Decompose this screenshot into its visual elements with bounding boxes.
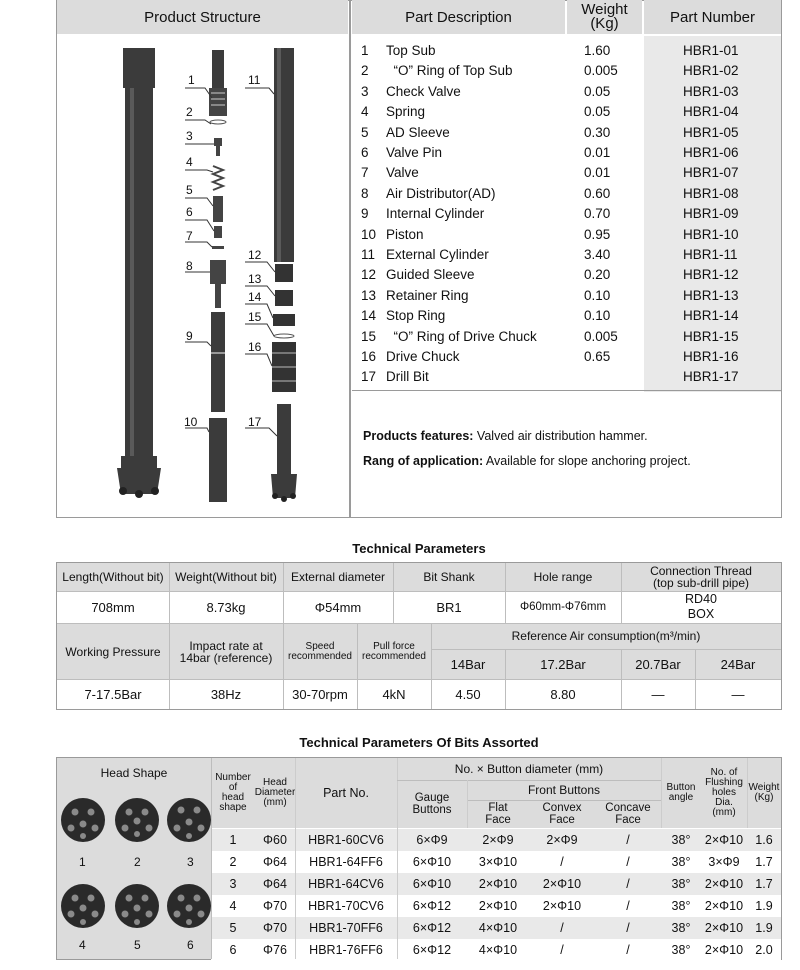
part-name: Guided Sleeve — [386, 267, 475, 283]
bit-flat: 4×Φ10 — [478, 943, 518, 957]
part-number-header: Part Number — [644, 0, 781, 34]
bit-part-no: HBR1-64FF6 — [309, 855, 383, 869]
bit-flushing: 2×Φ10 — [704, 877, 744, 891]
part-number-index: 4 — [361, 104, 369, 120]
bit-head-diameter: Φ70 — [263, 921, 287, 935]
bit-convex: / — [560, 855, 564, 869]
bit-convex: / — [560, 943, 564, 957]
bits-header-convex: Convex Face — [542, 802, 582, 826]
tp-header-hole-range: Hole range — [533, 570, 593, 584]
bit-weight: 1.7 — [755, 877, 773, 891]
parts-list — [352, 41, 781, 388]
tp-value-air-20: — — [651, 687, 665, 702]
bit-part-no: HBR1-70FF6 — [309, 921, 383, 935]
bit-flushing: 2×Φ10 — [704, 921, 744, 935]
range-of-application — [363, 454, 691, 468]
part-code: HBR1-05 — [683, 124, 739, 140]
part-number-index: 17 — [361, 369, 377, 385]
part-number-index: 15 — [361, 328, 377, 344]
bits-title: Technical Parameters Of Bits Assorted — [299, 735, 539, 750]
part-number-index: 14 — [361, 308, 377, 324]
part-code: HBR1-01 — [683, 43, 739, 58]
callout-9: 9 — [186, 329, 193, 343]
callout-7: 7 — [186, 229, 193, 243]
part-code: HBR1-16 — [683, 349, 739, 364]
bits-header-flush: No. of Flushing holes Dia. (mm) — [705, 767, 743, 818]
part-number-index: 11 — [361, 247, 376, 262]
part-code: HBR1-04 — [683, 104, 739, 120]
part-number-index: 9 — [361, 206, 369, 222]
part-code: HBR1-12 — [683, 267, 739, 283]
tp-value-weight: 8.73kg — [206, 599, 246, 615]
part-weight: 0.10 — [584, 308, 611, 324]
bit-weight: 1.7 — [755, 855, 773, 869]
part-weight: 0.65 — [584, 349, 611, 364]
bit-flat: 2×Φ10 — [478, 899, 518, 913]
tp-header-air-14: 14Bar — [450, 657, 486, 672]
bits-header-angle: Button angle — [666, 782, 696, 803]
bit-convex: 2×Φ10 — [542, 877, 582, 891]
tp-header-weight: Weight(Without bit) — [175, 570, 277, 584]
part-code: HBR1-06 — [683, 145, 739, 160]
part-name: “O” Ring of Drive Chuck — [386, 328, 537, 344]
part-code: HBR1-13 — [683, 287, 739, 303]
weight-header: Weight (Kg) — [567, 0, 642, 34]
callout-15: 15 — [248, 310, 262, 324]
part-weight: 0.05 — [584, 83, 611, 99]
callout-6: 6 — [186, 205, 193, 219]
bit-part-no: HBR1-76FF6 — [309, 943, 383, 957]
bit-concave: / — [626, 943, 630, 957]
bit-angle: 38° — [671, 943, 691, 957]
bit-flushing: 3×Φ9 — [708, 855, 740, 869]
part-weight: 0.01 — [584, 145, 611, 160]
part-number-index: 7 — [361, 165, 369, 181]
callout-1: 1 — [188, 73, 195, 87]
features-text: Valved air distribution hammer. — [473, 429, 648, 443]
callout-11: 11 — [248, 73, 261, 87]
part-weight: 1.60 — [584, 43, 611, 58]
bit-flat: 4×Φ10 — [478, 921, 518, 935]
part-number-index: 5 — [361, 124, 369, 140]
bit-gauge: 6×Φ10 — [412, 855, 452, 869]
bit-part-no: HBR1-60CV6 — [308, 833, 384, 847]
bit-weight: 1.9 — [755, 899, 773, 913]
part-code: HBR1-17 — [683, 369, 739, 385]
callout-2: 2 — [186, 105, 193, 119]
bit-part-no: HBR1-70CV6 — [308, 899, 384, 913]
callout-3: 3 — [186, 129, 193, 143]
tp-value-air-14: 4.50 — [455, 687, 481, 702]
shape-label-4: 4 — [79, 938, 86, 952]
part-name: AD Sleeve — [386, 124, 450, 140]
bit-flat: 2×Φ9 — [482, 833, 514, 847]
part-name: Valve Pin — [386, 145, 443, 160]
callout-4: 4 — [186, 155, 193, 169]
part-name: Check Valve — [386, 83, 461, 99]
callout-17: 17 — [248, 415, 262, 429]
part-code: HBR1-03 — [683, 83, 739, 99]
part-description-header: Part Description — [352, 0, 565, 34]
tp-header-working-pressure: Working Pressure — [65, 644, 161, 659]
part-name: “O” Ring of Top Sub — [386, 63, 513, 79]
callout-12: 12 — [248, 248, 262, 262]
tp-header-air-24: 24Bar — [720, 657, 756, 672]
bits-header-part: Part No. — [323, 786, 369, 800]
tp-value-length: 708mm — [91, 599, 135, 615]
part-name: Piston — [386, 226, 424, 242]
part-number-index: 16 — [361, 349, 377, 364]
part-weight: 0.70 — [584, 206, 611, 222]
tp-value-connection: RD40 BOX — [685, 592, 717, 621]
part-weight: 0.01 — [584, 165, 611, 181]
part-weight: 0.005 — [584, 328, 618, 344]
bits-header-flat: Flat Face — [485, 802, 511, 826]
bit-angle: 38° — [671, 833, 691, 847]
bits-header-weight: Weight (Kg) — [748, 782, 780, 803]
part-number-index: 3 — [361, 83, 369, 99]
bits-header-buttons: No. × Button diameter (mm) — [454, 762, 604, 776]
tp-header-speed: Speed recommended — [288, 640, 352, 662]
bit-flushing: 2×Φ10 — [704, 833, 744, 847]
part-code: HBR1-08 — [683, 185, 739, 201]
shape-label-3: 3 — [187, 855, 194, 869]
application-text: Available for slope anchoring project. — [483, 454, 691, 468]
part-weight: 0.005 — [584, 63, 618, 79]
bit-convex: 2×Φ9 — [546, 833, 578, 847]
bit-part-no: HBR1-64CV6 — [308, 877, 384, 891]
part-name: Stop Ring — [386, 308, 446, 324]
assembled-hammer-image — [117, 48, 161, 498]
shape-label-2: 2 — [134, 855, 141, 869]
part-name: Valve — [386, 165, 419, 181]
bit-flushing: 2×Φ10 — [704, 943, 744, 957]
bit-convex: 2×Φ10 — [542, 899, 582, 913]
tp-value-speed: 30-70rpm — [292, 687, 348, 702]
tp-value-pull: 4kN — [382, 687, 406, 702]
part-code: HBR1-09 — [683, 206, 739, 222]
part-code: HBR1-02 — [683, 63, 739, 79]
tp-header-connection: Connection Thread (top sub-drill pipe) — [650, 564, 752, 590]
tp-value-air-24: — — [731, 687, 745, 702]
features-label: Products features: — [363, 429, 474, 443]
callout-13: 13 — [248, 272, 262, 286]
bit-shape-number: 4 — [229, 899, 237, 913]
bit-convex: / — [560, 921, 564, 935]
part-number-index: 8 — [361, 185, 369, 201]
bit-head-diameter: Φ60 — [263, 833, 287, 847]
exploded-diagram — [57, 36, 349, 516]
part-weight: 0.60 — [584, 185, 611, 201]
bit-head-diameter: Φ76 — [263, 943, 287, 957]
tp-value-air-17: 8.80 — [550, 687, 576, 702]
bits-header-number: Number of head shape — [215, 772, 251, 813]
bit-gauge: 6×Φ12 — [412, 943, 452, 957]
bits-header-front: Front Buttons — [527, 783, 601, 797]
tp-value-bit-shank: BR1 — [436, 599, 462, 615]
application-label: Rang of application: — [363, 454, 484, 468]
tp-header-pull: Pull force recommended — [362, 640, 426, 662]
bit-weight: 1.9 — [755, 921, 773, 935]
tp-header-impact: Impact rate at 14bar (reference) — [179, 638, 273, 665]
bit-concave: / — [626, 899, 630, 913]
shape-label-5: 5 — [134, 938, 141, 952]
bit-shape-number: 2 — [229, 855, 237, 869]
bit-shape-number: 1 — [229, 833, 237, 847]
bit-angle: 38° — [671, 921, 691, 935]
tp-value-impact: 38Hz — [210, 687, 242, 702]
part-name: Drive Chuck — [386, 349, 460, 364]
tp-value-ext-diameter: Φ54mm — [314, 599, 362, 615]
part-number-index: 13 — [361, 287, 377, 303]
bit-angle: 38° — [671, 877, 691, 891]
tp-header-air-20: 20.7Bar — [635, 657, 681, 672]
part-name: Spring — [386, 104, 426, 120]
bit-angle: 38° — [671, 855, 691, 869]
part-code: HBR1-11 — [683, 247, 738, 262]
part-name: Retainer Ring — [386, 287, 469, 303]
part-weight: 3.40 — [584, 247, 611, 262]
part-number-index: 12 — [361, 267, 377, 283]
bits-header-head-dia: Head Diameter (mm) — [254, 777, 296, 808]
bit-weight: 1.6 — [755, 833, 773, 847]
bit-head-images — [57, 788, 211, 958]
part-number-index: 10 — [361, 226, 377, 242]
bit-flushing: 2×Φ10 — [704, 899, 744, 913]
tp-header-air: Reference Air consumption(m³/min) — [511, 629, 701, 643]
bits-header-concave: Concave Face — [605, 802, 651, 826]
part-weight: 0.30 — [584, 124, 611, 140]
bits-header-gauge: Gauge Buttons — [412, 792, 452, 816]
part-code: HBR1-15 — [683, 328, 739, 344]
bits-header-head-shape: Head Shape — [100, 766, 168, 780]
bit-concave: / — [626, 877, 630, 891]
product-structure-header: Product Structure — [57, 0, 348, 34]
bit-concave: / — [626, 855, 630, 869]
callout-10: 10 — [184, 415, 198, 429]
part-code: HBR1-07 — [683, 165, 739, 181]
tp-header-bit-shank: Bit Shank — [423, 570, 475, 584]
bit-head-diameter: Φ70 — [263, 899, 287, 913]
tp-header-ext-diameter: External diameter — [290, 570, 386, 584]
bit-flat: 3×Φ10 — [478, 855, 518, 869]
bit-head-diameter: Φ64 — [263, 877, 287, 891]
part-number-index: 6 — [361, 145, 369, 160]
bit-gauge: 6×Φ10 — [412, 877, 452, 891]
bit-weight: 2.0 — [755, 943, 773, 957]
bit-flat: 2×Φ10 — [478, 877, 518, 891]
part-number-index: 2 — [361, 63, 369, 79]
part-weight: 0.95 — [584, 226, 611, 242]
bit-concave: / — [626, 921, 630, 935]
part-name: Internal Cylinder — [386, 206, 485, 222]
bit-shape-number: 6 — [229, 943, 237, 957]
part-weight: 0.05 — [584, 104, 611, 120]
part-name: Drill Bit — [386, 369, 429, 385]
bit-angle: 38° — [671, 899, 691, 913]
part-weight: 0.20 — [584, 267, 611, 283]
part-number-index: 1 — [361, 43, 369, 58]
tech-params-title: Technical Parameters — [352, 541, 486, 556]
callout-14: 14 — [248, 290, 262, 304]
tp-value-working-pressure: 7-17.5Bar — [84, 687, 142, 702]
bit-gauge: 6×Φ12 — [412, 899, 452, 913]
bit-shape-number: 3 — [229, 877, 237, 891]
part-name: Air Distributor(AD) — [386, 185, 496, 201]
bit-shape-number: 5 — [229, 921, 237, 935]
shape-label-1: 1 — [79, 855, 86, 869]
part-weight — [584, 367, 654, 387]
tp-header-air-17: 17.2Bar — [540, 657, 586, 672]
bit-concave: / — [626, 833, 630, 847]
product-features — [363, 429, 648, 443]
part-name: Top Sub — [386, 43, 436, 58]
part-weight: 0.10 — [584, 287, 611, 303]
callout-16: 16 — [248, 340, 262, 354]
bit-head-diameter: Φ64 — [263, 855, 287, 869]
shape-label-6: 6 — [187, 938, 194, 952]
part-code: HBR1-14 — [683, 308, 739, 324]
part-name: External Cylinder — [386, 247, 489, 262]
part-code: HBR1-10 — [683, 226, 739, 242]
tp-value-hole-range: Φ60mm-Φ76mm — [519, 601, 607, 613]
tp-header-length: Length(Without bit) — [62, 570, 164, 584]
callout-8: 8 — [186, 259, 193, 273]
bit-gauge: 6×Φ12 — [412, 921, 452, 935]
bit-gauge: 6×Φ9 — [416, 833, 448, 847]
exploded-parts-image — [209, 50, 227, 502]
callout-5: 5 — [186, 183, 193, 197]
